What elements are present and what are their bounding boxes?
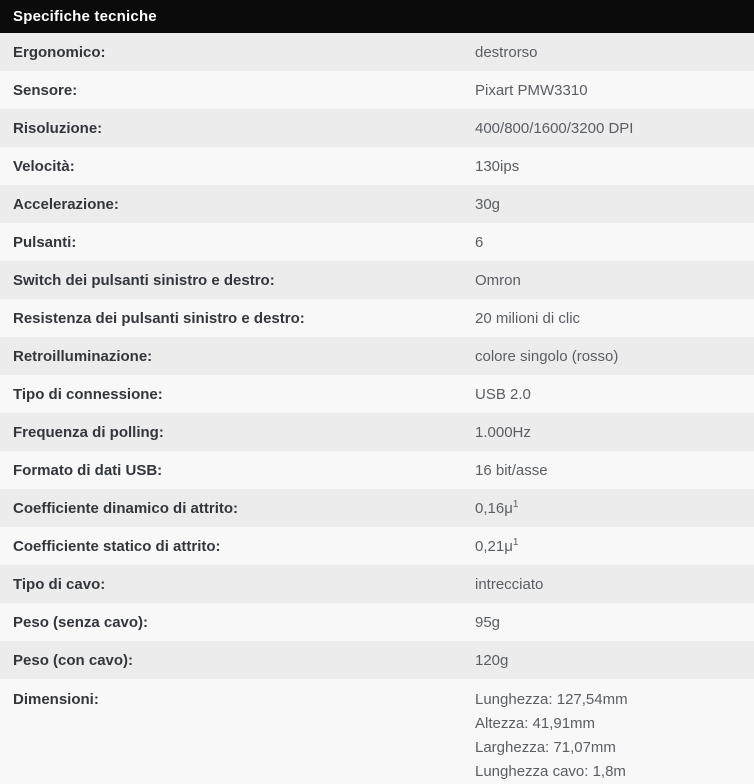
spec-value-altezza: Altezza: 41,91mm [475,715,596,732]
spec-label: Formato di dati USB: [13,461,163,479]
spec-row-tipo-cavo [0,565,754,603]
spec-label: Velocità: [13,157,75,175]
spec-label: Coefficiente dinamico di attrito: [13,499,239,517]
spec-row-pulsanti [0,223,754,261]
spec-row-dimensioni [0,679,754,784]
spec-label: Ergonomico: [13,43,106,61]
spec-value: 16 bit/asse [475,461,548,479]
spec-row-sensore [0,71,754,109]
spec-label: Accelerazione: [13,195,119,213]
spec-label: Frequenza di polling: [13,423,164,441]
spec-value-text: 0,21μ [475,537,513,555]
spec-value [475,538,754,555]
spec-row-ergonomico [0,33,754,71]
spec-value: USB 2.0 [475,385,531,403]
spec-row-tipo-connessione [0,375,754,413]
spec-value-group [475,688,754,784]
spec-value: 20 milioni di clic [475,309,581,327]
spec-row-coeff-dinamico-attrito [0,489,754,527]
spec-value: 130ips [475,157,520,175]
spec-label: Tipo di cavo: [13,575,106,593]
spec-label: Switch dei pulsanti sinistro e destro: [13,271,275,289]
spec-row-velocita [0,147,754,185]
spec-value: intrecciato [475,575,544,593]
spec-label: Peso (con cavo): [13,651,134,669]
spec-label: Coefficiente statico di attrito: [13,537,221,555]
spec-value-lunghezza: Lunghezza: 127,54mm [475,691,628,708]
spec-label: Pulsanti: [13,233,77,251]
spec-row-frequenza-polling [0,413,754,451]
spec-value: colore singolo (rosso) [475,347,619,365]
spec-value: 6 [475,233,484,251]
spec-value-larghezza: Larghezza: 71,07mm [475,739,616,756]
spec-value-superscript: 1 [512,498,519,510]
spec-value [475,500,754,517]
spec-value: 400/800/1600/3200 DPI [475,119,634,137]
spec-value: 1.000Hz [475,423,531,441]
spec-value-superscript: 1 [512,536,519,548]
spec-rows [0,33,754,784]
spec-label: Tipo di connessione: [13,385,163,403]
spec-value: Omron [475,271,521,289]
spec-label: Resistenza dei pulsanti sinistro e destro: [13,309,305,327]
spec-value-lunghezza-cavo: Lunghezza cavo: 1,8m [475,763,626,780]
spec-value: 30g [475,195,501,213]
spec-row-peso-con-cavo [0,641,754,679]
spec-row-switch-pulsanti [0,261,754,299]
spec-table-header [0,0,754,33]
spec-value-text: 0,16μ [475,499,513,517]
spec-value: Pixart PMW3310 [475,81,588,99]
spec-row-coeff-statico-attrito [0,527,754,565]
spec-row-resistenza-pulsanti [0,299,754,337]
spec-label: Retroilluminazione: [13,347,153,365]
spec-value: 120g [475,651,509,669]
spec-table-title: Specifiche tecniche [13,8,157,25]
spec-row-peso-senza-cavo [0,603,754,641]
spec-label: Sensore: [13,81,78,99]
spec-label: Peso (senza cavo): [13,613,149,631]
spec-row-retroilluminazione [0,337,754,375]
spec-label: Dimensioni: [13,691,99,708]
spec-row-formato-dati-usb [0,451,754,489]
spec-row-risoluzione [0,109,754,147]
spec-row-accelerazione [0,185,754,223]
spec-value: destrorso [475,43,538,61]
spec-value: 95g [475,613,501,631]
spec-label: Risoluzione: [13,119,103,137]
